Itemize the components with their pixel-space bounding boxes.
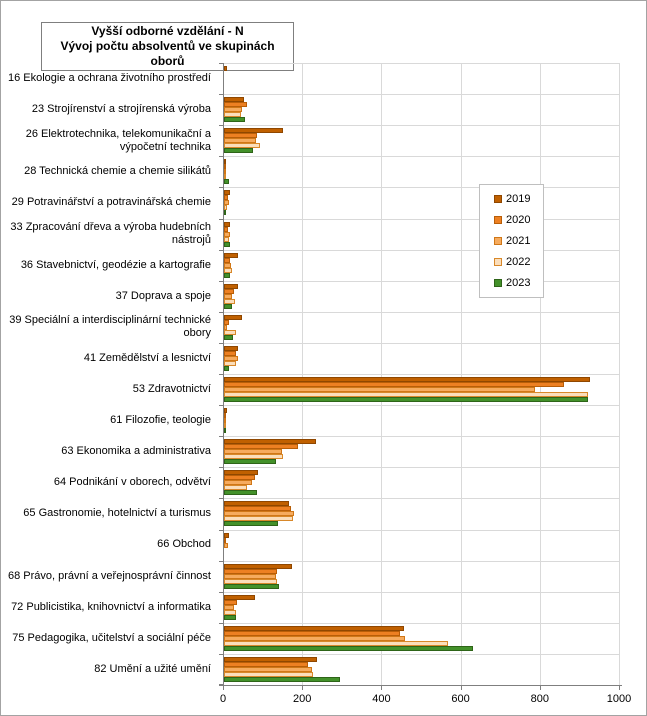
bar-2021: [224, 543, 228, 548]
legend-label: 2019: [506, 192, 531, 205]
legend-label: 2023: [506, 277, 531, 290]
y-axis-tick: [219, 592, 224, 593]
bar-2023: [224, 242, 230, 247]
y-axis-tick: [219, 219, 224, 220]
legend-swatch-2021: [494, 237, 502, 245]
legend-entry: [480, 277, 543, 289]
y-axis-tick: [219, 312, 224, 313]
y-axis-tick: [219, 654, 224, 655]
gridline-horizontal: [224, 530, 620, 531]
category-label: 41 Zemědělství a lesnictví: [83, 351, 211, 364]
bar-2023: [224, 179, 229, 184]
x-axis-tick-label: 400: [372, 693, 391, 705]
legend-swatch-2022: [494, 258, 502, 266]
bar-2023: [224, 428, 226, 433]
gridline-horizontal: [224, 187, 620, 188]
y-axis-tick: [219, 281, 224, 282]
category-label: 37 Doprava a spoje: [115, 289, 211, 302]
category-label: 66 Obchod: [157, 538, 211, 551]
y-axis-tick: [219, 374, 224, 375]
gridline-horizontal: [224, 623, 620, 624]
gridline-horizontal: [224, 592, 620, 593]
bar-2023: [224, 459, 276, 464]
y-axis-tick: [219, 63, 224, 64]
legend-entry: [480, 193, 543, 205]
y-axis-tick: [219, 623, 224, 624]
bar-2023: [224, 117, 245, 122]
category-label: 64 Podnikání v oborech, odvětví: [53, 476, 211, 489]
y-axis-tick: [219, 187, 224, 188]
gridline-horizontal: [224, 63, 620, 64]
x-axis-tick: [302, 686, 303, 690]
bar-2023: [224, 646, 473, 651]
x-axis-tick: [223, 686, 224, 690]
bar-2023: [224, 366, 229, 371]
x-axis-tick: [540, 686, 541, 690]
gridline-horizontal: [224, 405, 620, 406]
bar-2023: [224, 210, 226, 215]
gridline-horizontal: [224, 125, 620, 126]
category-label: 68 Právo, právní a veřejnosprávní činnost: [7, 569, 211, 582]
legend-entry: [480, 214, 543, 226]
x-axis-tick-label: 600: [451, 693, 470, 705]
category-label: 82 Umění a užité umění: [94, 662, 211, 675]
gridline-horizontal: [224, 467, 620, 468]
bar-2023: [224, 397, 588, 402]
bar-2019: [224, 66, 227, 71]
bar-2023: [224, 335, 233, 340]
x-axis-tick: [619, 686, 620, 690]
category-label: 65 Gastronomie, hotelnictví a turismus: [23, 507, 211, 520]
gridline-horizontal: [224, 312, 620, 313]
y-axis-tick: [219, 561, 224, 562]
gridline-horizontal: [224, 561, 620, 562]
category-label: 29 Potravinářství a potravinářská chemie: [11, 196, 211, 209]
y-axis-tick: [219, 156, 224, 157]
category-label: 23 Strojírenství a strojírenská výroba: [31, 103, 211, 116]
x-axis-tick-label: 0: [219, 693, 227, 705]
category-axis-labels: [1, 63, 215, 685]
legend: [479, 184, 544, 298]
gridline-horizontal: [224, 374, 620, 375]
gridline-horizontal: [224, 219, 620, 220]
category-label: 33 Zpracování dřeva a výroba hudebních nástrojů: [10, 221, 211, 247]
category-label: 75 Pedagogika, učitelství a sociální péče: [12, 631, 211, 644]
bar-2023: [224, 273, 230, 278]
x-axis-tick: [381, 686, 382, 690]
y-axis-tick: [219, 250, 224, 251]
y-axis-tick: [219, 94, 224, 95]
legend-entry: [480, 235, 543, 247]
gridline-horizontal: [224, 436, 620, 437]
category-label: 61 Filozofie, teologie: [110, 414, 211, 427]
legend-swatch-2020: [494, 216, 502, 224]
y-axis-tick: [219, 467, 224, 468]
x-axis-tick-label: 1000: [606, 693, 632, 705]
legend-swatch-2019: [494, 195, 502, 203]
bar-2023: [224, 677, 340, 682]
category-label: 36 Stavebnictví, geodézie a kartografie: [20, 258, 211, 271]
legend-entry: [480, 256, 543, 268]
category-label: 53 Zdravotnictví: [132, 382, 211, 395]
gridline-horizontal: [224, 94, 620, 95]
category-label: 16 Ekologie a ochrana životního prostředí: [7, 72, 211, 85]
gridline-horizontal: [224, 156, 620, 157]
bar-2023: [224, 304, 232, 309]
bar-2023: [224, 148, 253, 153]
y-axis-tick: [219, 125, 224, 126]
bar-2023: [224, 584, 279, 589]
legend-label: 2022: [506, 256, 531, 269]
legend-label: 2020: [506, 213, 531, 226]
x-axis-tick: [461, 686, 462, 690]
gridline-horizontal: [224, 654, 620, 655]
gridline-horizontal: [224, 343, 620, 344]
plot-area: [223, 63, 620, 685]
x-axis-line: [219, 685, 622, 686]
gridline-horizontal: [224, 281, 620, 282]
legend-label: 2021: [506, 234, 531, 247]
category-label: 72 Publicistika, knihovnictví a informatika: [11, 600, 211, 613]
chart-title-line1: Vyšší odborné vzdělání - N: [91, 24, 244, 38]
category-label: 26 Elektrotechnika, telekomunikační a výpočetní technika: [25, 127, 211, 153]
gridline-horizontal: [224, 250, 620, 251]
legend-swatch-2023: [494, 279, 502, 287]
y-axis-tick: [219, 530, 224, 531]
x-axis-tick-label: 800: [530, 693, 549, 705]
category-label: 63 Ekonomika a administrativa: [61, 445, 211, 458]
chart-title-line2: Vývoj počtu absolventů ve skupinách oborů: [60, 39, 275, 68]
bar-2023: [224, 490, 257, 495]
category-label: 39 Speciální a interdisciplinární technické obory: [9, 314, 211, 340]
category-label: 28 Technická chemie a chemie silikátů: [24, 165, 211, 178]
x-axis-tick-label: 200: [293, 693, 312, 705]
gridline-horizontal: [224, 498, 620, 499]
bar-2023: [224, 615, 236, 620]
y-axis-tick: [219, 498, 224, 499]
y-axis-tick: [219, 343, 224, 344]
y-axis-tick: [219, 436, 224, 437]
y-axis-tick: [219, 405, 224, 406]
bar-2023: [224, 521, 278, 526]
